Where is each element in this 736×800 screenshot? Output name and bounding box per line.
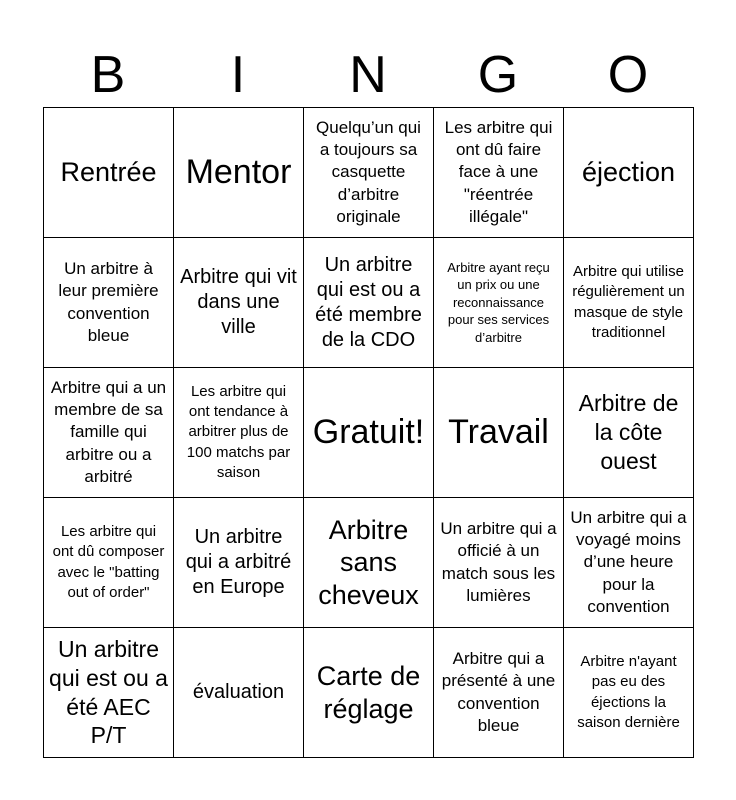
bingo-cell-r5-c3[interactable] [304,628,434,758]
bingo-cell-text: Un arbitre qui est ou a été membre de la CDO [315,253,422,351]
bingo-cell-text: Arbitre de la côte ouest [578,390,679,474]
bingo-cell-r4-c4[interactable] [434,498,564,628]
bingo-cell-r2-c5[interactable] [564,238,694,368]
bingo-cell-text: Arbitre sans cheveux [318,514,419,610]
bingo-cell-text: évaluation [192,681,285,703]
bingo-cell-r2-c2[interactable] [174,238,304,368]
bingo-cell-r5-c1[interactable] [44,628,174,758]
bingo-cell-text: Arbitre qui vit dans une ville [180,266,297,338]
bingo-cell-text: Un arbitre qui a voyagé moins d’une heure pour la convention [570,508,687,616]
header-letter-b: B [90,46,126,104]
bingo-cell-text: Arbitre qui utilise régulièrement un masque de style traditionnel [572,263,685,341]
bingo-cell-r1-c5[interactable] [564,108,694,238]
bingo-cell-r2-c3[interactable] [304,238,434,368]
bingo-cell-text: Arbitre n'ayant pas eu des éjections la saison dernière [577,653,680,731]
bingo-cell-r5-c2[interactable] [174,628,304,758]
bingo-cell-text: Mentor [185,152,292,191]
header-letter-i: I [230,46,246,104]
bingo-cell-r5-c5[interactable] [564,628,694,758]
bingo-cell-r5-c4[interactable] [434,628,564,758]
bingo-cell-r3-c5[interactable] [564,368,694,498]
header-letter-n: N [349,46,387,104]
bingo-header [43,42,693,108]
bingo-cell-text: Un arbitre à leur première convention bleue [58,259,159,345]
bingo-cell-text: Quelqu’un qui a toujours sa casquette d’arbitre originale [316,118,421,226]
bingo-cell-text: Carte de réglage [316,661,421,724]
bingo-cell-text: Arbitre qui a présenté à une convention bleue [441,649,556,735]
bingo-cell-text: Rentrée [60,157,157,188]
bingo-cell-r3-c4[interactable] [434,368,564,498]
bingo-cell-r4-c3[interactable] [304,498,434,628]
bingo-cell-text: Un arbitre qui a officié à un match sous les lumières [440,519,557,605]
header-letter-o: O [607,46,649,104]
bingo-cell-r1-c4[interactable] [434,108,564,238]
header-letter-g: G [477,46,519,104]
bingo-cell-text: Un arbitre qui a arbitré en Europe [185,526,292,598]
bingo-cell-text: Arbitre qui a un membre de sa famille qui arbitre ou a arbitré [50,378,167,486]
bingo-cell-text: Travail [448,412,549,451]
bingo-cell-text: Gratuit! [312,412,425,451]
bingo-cell-text: Les arbitre qui ont dû composer avec le "batting out of order" [52,523,165,601]
bingo-cell-text: Un arbitre qui est ou a été AEC P/T [49,636,168,749]
bingo-cell-text: Les arbitre qui ont tendance à arbitrer plus de 100 matchs par saison [186,382,291,481]
bingo-cell-r1-c2[interactable] [174,108,304,238]
bingo-cell-r4-c2[interactable] [174,498,304,628]
bingo-cell-r4-c1[interactable] [44,498,174,628]
bingo-cell-r2-c1[interactable] [44,238,174,368]
bingo-cell-r2-c4[interactable] [434,238,564,368]
bingo-cell-r1-c1[interactable] [44,108,174,238]
bingo-cell-r3-c3[interactable] [304,368,434,498]
bingo-cell-text: éjection [581,157,676,188]
bingo-cell-r4-c5[interactable] [564,498,694,628]
bingo-cell-text: Les arbitre qui ont dû faire face à une "réentrée illégale" [444,118,553,226]
bingo-cell-r1-c3[interactable] [304,108,434,238]
bingo-cell-r3-c2[interactable] [174,368,304,498]
bingo-cell-r3-c1[interactable] [44,368,174,498]
bingo-cell-text: Arbitre ayant reçu un prix ou une reconnaissance pour ses services d’arbitre [447,259,550,345]
bingo-grid [43,107,694,758]
